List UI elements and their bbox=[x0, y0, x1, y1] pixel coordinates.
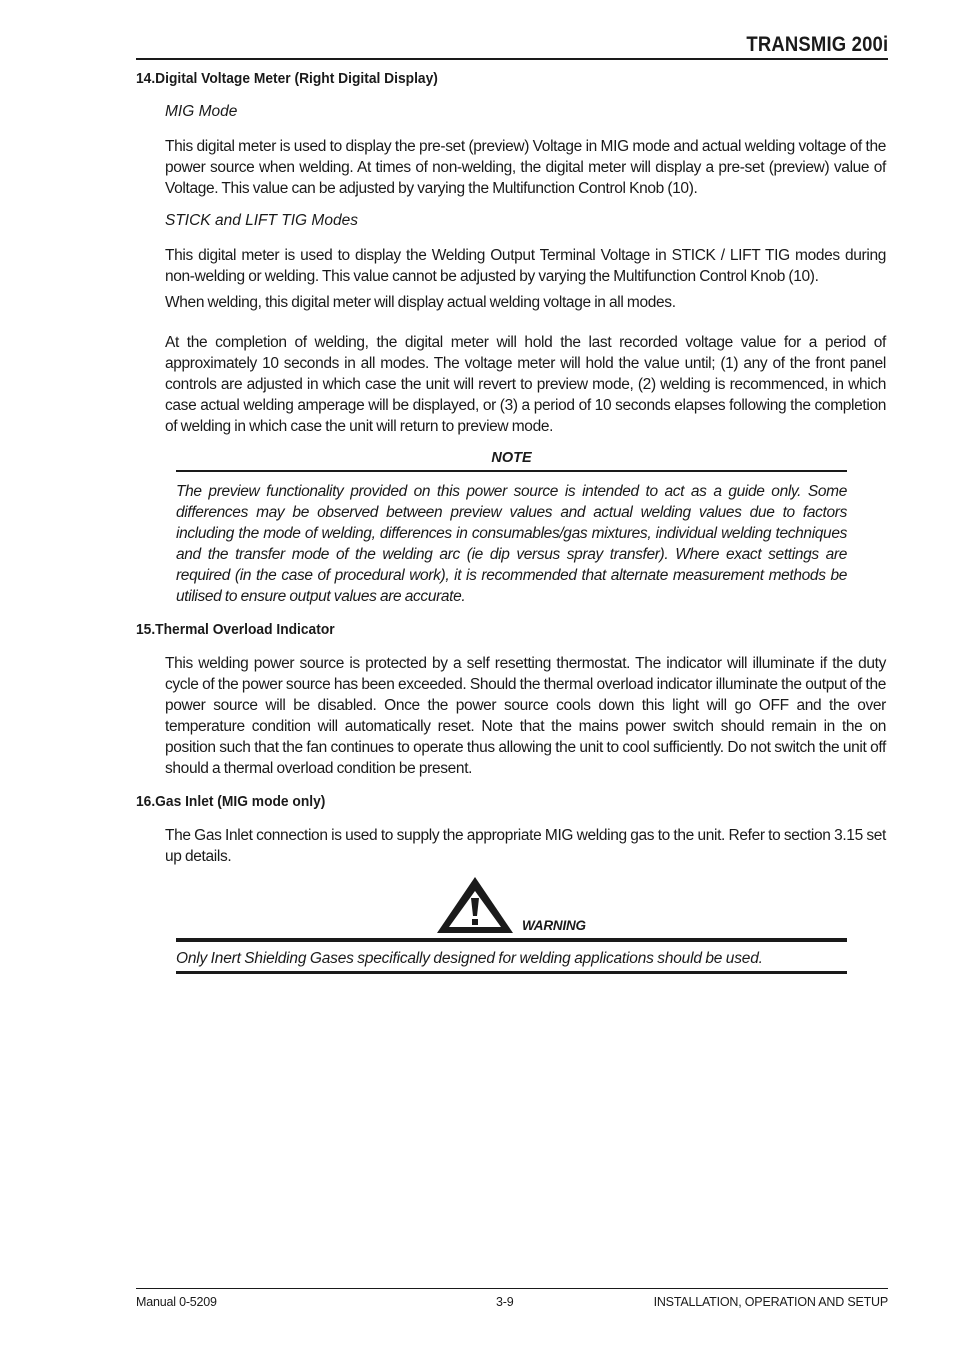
stick-mode-label: STICK and LIFT TIG Modes bbox=[165, 212, 358, 229]
welding-paragraph: When welding, this digital meter will display actual welding voltage in all modes. bbox=[165, 294, 676, 311]
note-label: NOTE bbox=[491, 450, 532, 466]
mig-mode-label: MIG Mode bbox=[165, 103, 238, 120]
warning-triangle-icon bbox=[435, 876, 515, 934]
footer-page-number: 3-9 bbox=[496, 1295, 514, 1309]
warning-label: WARNING bbox=[522, 918, 586, 933]
warning-rule-bottom bbox=[176, 971, 847, 974]
thermal-overload-paragraph: This welding power source is protected by a self resetting thermostat. The indicator will illuminate if the duty cycle of the power source has been exceeded. Should the thermal overload indicator illuminate the output of the power source will be disabled. Once the power source cools down this light will go OFF and the over temperature condition will automatically reset. Note that the mains power switch should remain in the on position such that the fan continues to operate thus allowing the unit to cool sufficiently. Do not switch the unit off should a thermal overload condition be present. bbox=[165, 655, 886, 777]
section-14-heading: 14.Digital Voltage Meter (Right Digital Display) bbox=[136, 70, 438, 87]
gas-inlet-paragraph: The Gas Inlet connection is used to supply the appropriate MIG welding gas to the unit. Refer to section 3.15 set up details. bbox=[165, 827, 886, 865]
header-rule bbox=[136, 58, 888, 60]
document-title: TRANSMIG 200i bbox=[746, 33, 888, 56]
warning-text: Only Inert Shielding Gases specifically designed for welding applications should be used. bbox=[176, 950, 763, 967]
footer-manual: Manual 0-5209 bbox=[136, 1295, 217, 1309]
section-16-heading: 16.Gas Inlet (MIG mode only) bbox=[136, 793, 326, 810]
completion-paragraph: At the completion of welding, the digital meter will hold the last recorded voltage value for a period of approximately 10 seconds in all modes. The voltage meter will hold the value until; (1) any of the front panel controls are adjusted in which case the unit will revert to preview mode, (2) welding is recommenced, in which case actual welding amperage will be displayed, or (3) a period of 10 seconds elapses following the completion of welding in which case the unit will return to preview mode. bbox=[165, 334, 886, 435]
mig-mode-paragraph: This digital meter is used to display the pre-set (preview) Voltage in MIG mode and actual welding voltage of the power source when welding. At times of non-welding, the digital meter will display a pre-set (preview) value of Voltage. This value can be adjusted by varying the Multifunction Control Knob (10). bbox=[165, 138, 886, 197]
footer-section: INSTALLATION, OPERATION AND SETUP bbox=[653, 1295, 888, 1309]
warning-rule-top bbox=[176, 938, 847, 942]
note-rule bbox=[176, 470, 847, 472]
footer-rule bbox=[136, 1288, 888, 1289]
section-15-heading: 15.Thermal Overload Indicator bbox=[136, 621, 335, 638]
note-text: The preview functionality provided on this power source is intended to act as a guide only. Some differences may be observed between preview values and actual welding values due to factors including the mode of welding, differences in consumables/gas mixtures, individual welding techniques and the transfer mode of the welding arc (ie dip versus spray transfer). Where exact settings are required (in the case of procedural work), it is recommended that alternate measurement methods be utilised to ensure output values are accurate. bbox=[176, 483, 847, 605]
stick-mode-paragraph: This digital meter is used to display the Welding Output Terminal Voltage in STICK / LIFT TIG modes during non-welding or welding. This value cannot be adjusted by varying the Multifunction Control Knob (10). bbox=[165, 247, 886, 285]
